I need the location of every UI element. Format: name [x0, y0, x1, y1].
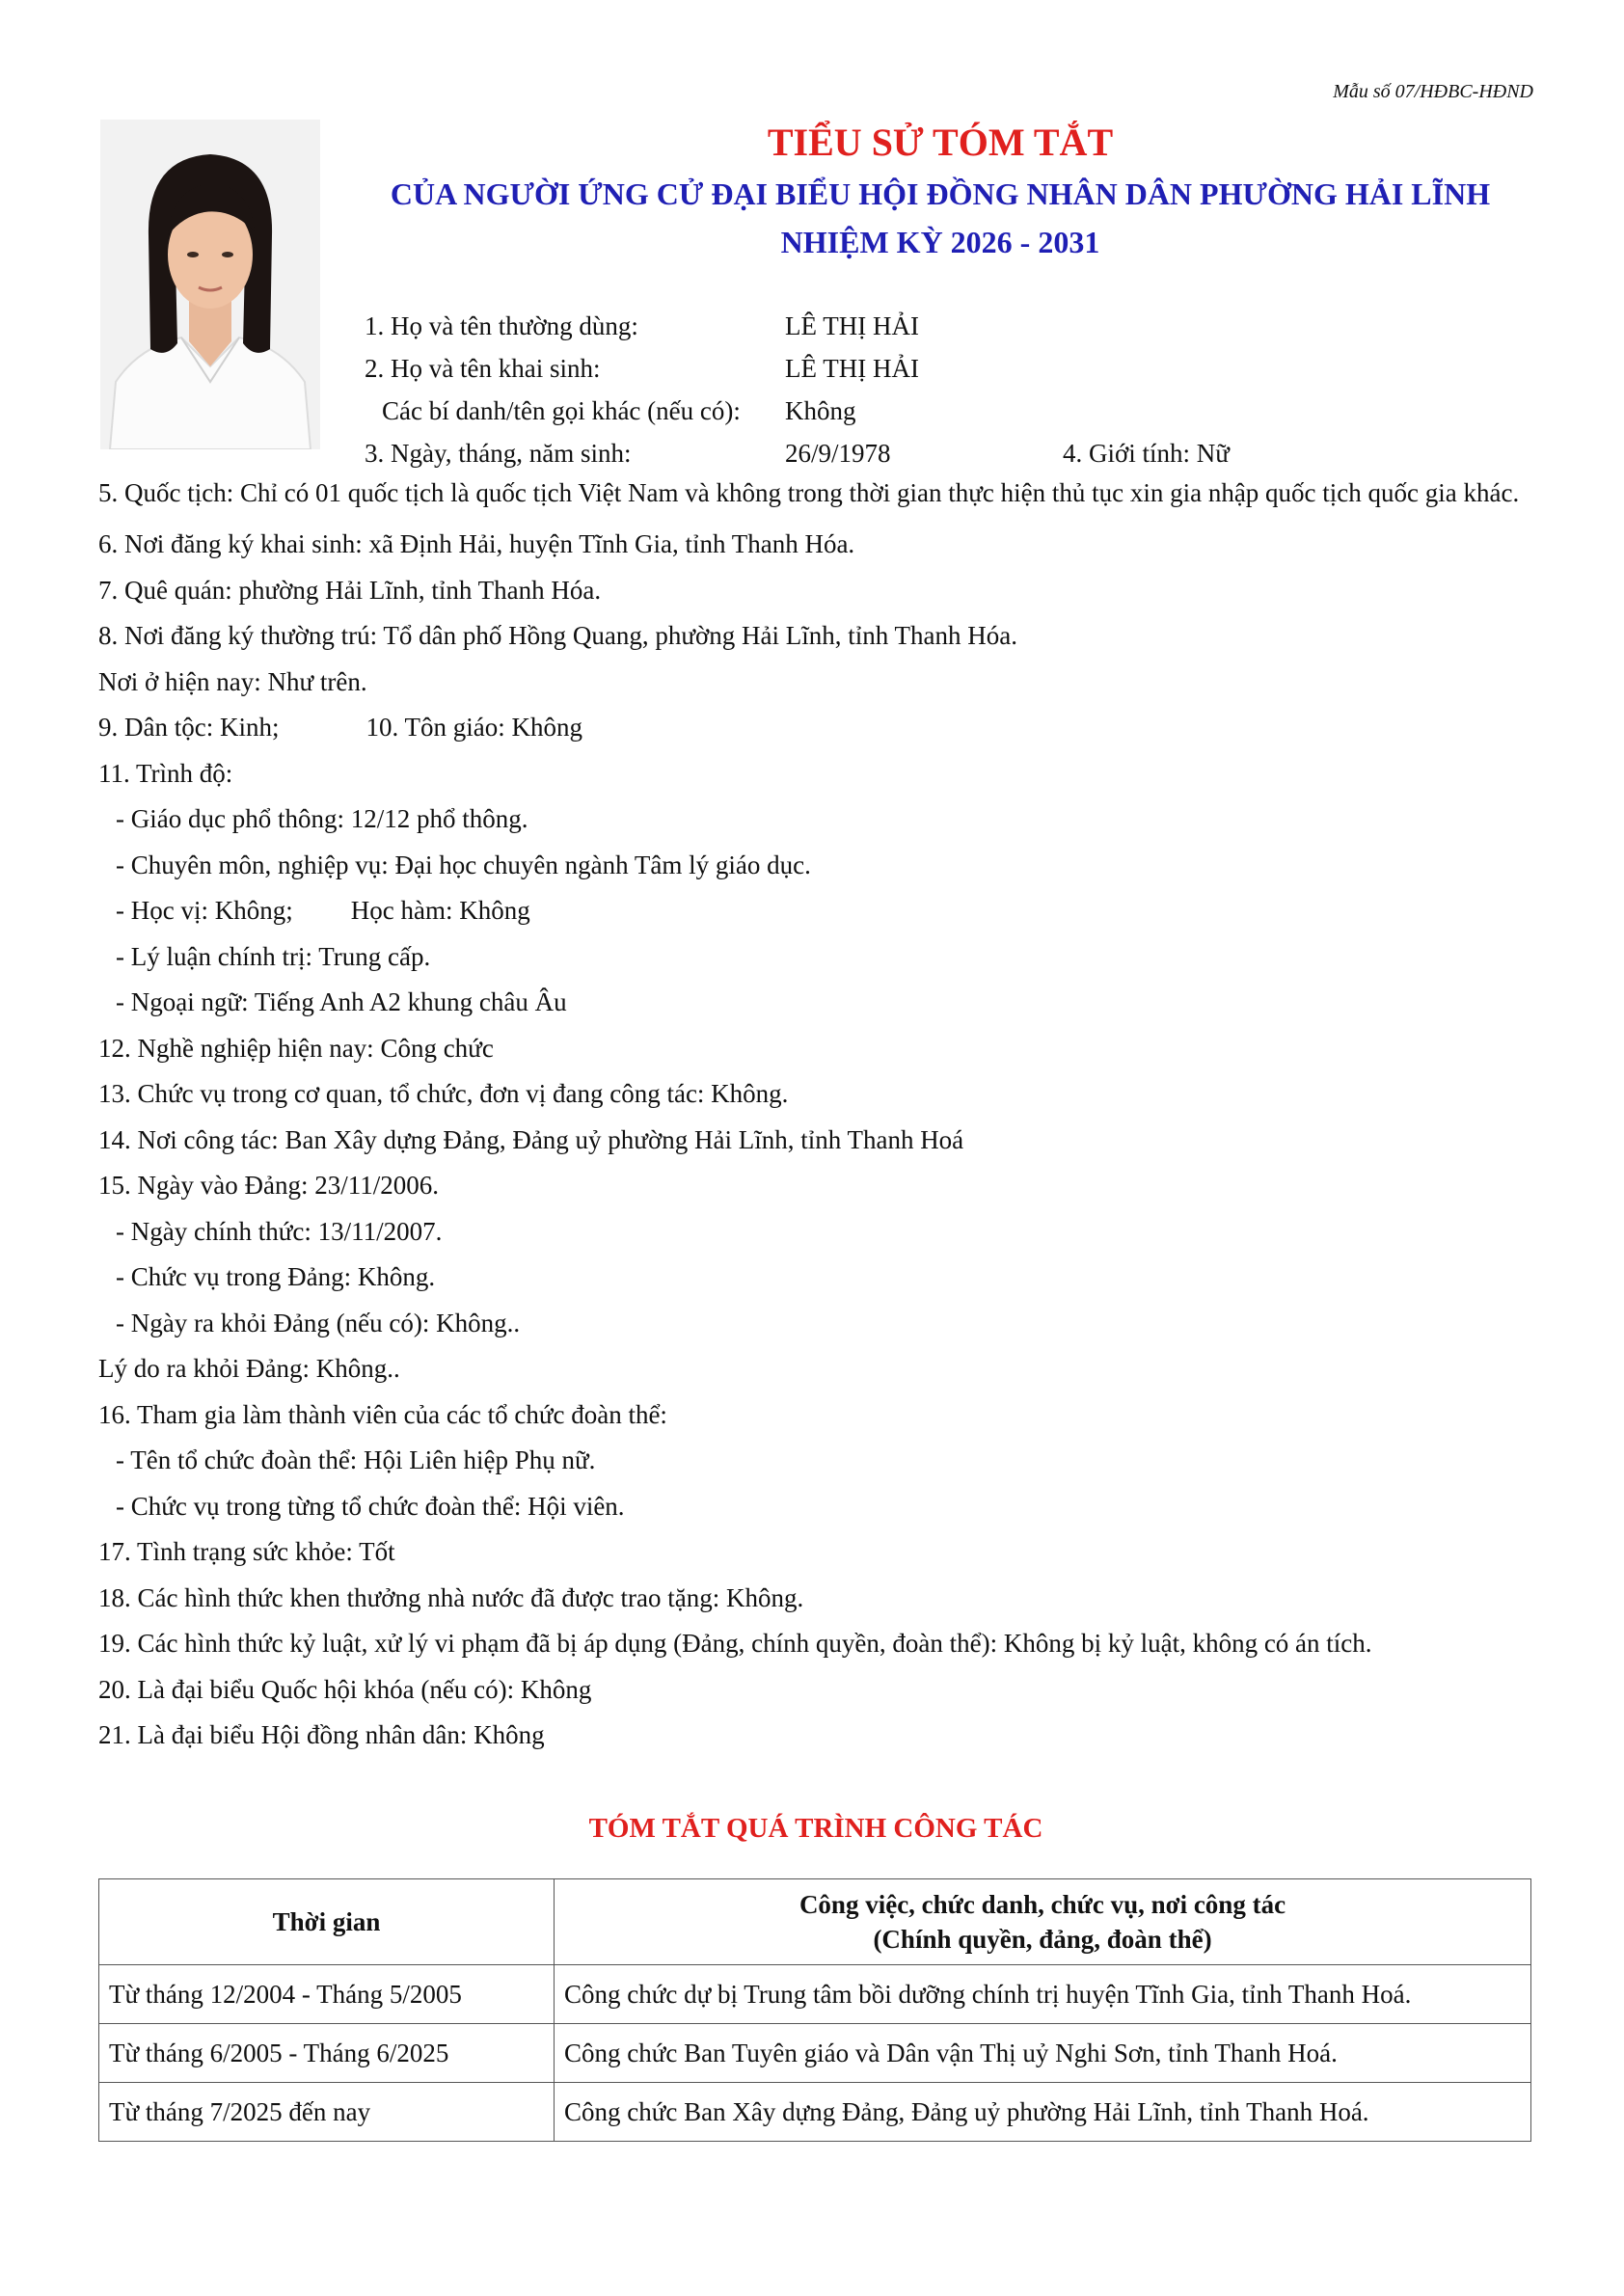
row-time: Từ tháng 6/2005 - Tháng 6/2025 — [99, 2024, 555, 2083]
header-role-line-1: Công việc, chức danh, chức vụ, nơi công tác — [798, 1890, 1286, 1919]
header-role-line-2: (Chính quyền, đảng, đoàn thể) — [873, 1925, 1212, 1954]
awards-line: 18. Các hình thức khen thưởng nhà nước đã được trao tặng: Không. — [98, 1582, 804, 1612]
ethnicity-religion-line — [98, 705, 1533, 751]
party-official-line: - Ngày chính thức: 13/11/2007. — [116, 1216, 443, 1246]
table-row — [99, 2083, 1531, 2142]
position-line: 13. Chức vụ trong cơ quan, tổ chức, đơn vị đang công tác: Không. — [98, 1079, 789, 1108]
ethnicity-field: 9. Dân tộc: Kinh; — [98, 713, 280, 742]
birth-place-line: 6. Nơi đăng ký khai sinh: xã Định Hải, huyện Tĩnh Gia, tỉnh Thanh Hóa. — [98, 529, 855, 558]
work-history-title: TÓM TẮT QUÁ TRÌNH CÔNG TÁC — [588, 1813, 1043, 1844]
details-section — [98, 476, 1533, 1759]
table-row — [99, 1965, 1531, 2024]
occupation-line: 12. Nghề nghiệp hiện nay: Công chức — [98, 1033, 494, 1063]
dob-value: 26/9/1978 — [785, 439, 891, 468]
alias-label: Các bí danh/tên gọi khác (nếu có): — [382, 396, 741, 425]
hometown-line: 7. Quê quán: phường Hải Lĩnh, tỉnh Thanh Hóa. — [98, 575, 602, 605]
general-education-line: - Giáo dục phổ thông: 12/12 phổ thông. — [116, 804, 528, 833]
foreign-language-line: - Ngoại ngữ: Tiếng Anh A2 khung châu Âu — [116, 987, 567, 1016]
health-line: 17. Tình trạng sức khỏe: Tốt — [98, 1537, 395, 1566]
organization-name-line: - Tên tổ chức đoàn thể: Hội Liên hiệp Phụ nữ. — [116, 1445, 596, 1474]
row-role: Công chức dự bị Trung tâm bồi dưỡng chính trị huyện Tĩnh Gia, tỉnh Thanh Hoá. — [555, 1965, 1531, 2024]
document-title — [347, 116, 1533, 266]
residence-line: 8. Nơi đăng ký thường trú: Tổ dân phố Hồng Quang, phường Hải Lĩnh, tỉnh Thanh Hóa. — [98, 621, 1018, 650]
row-time: Từ tháng 7/2025 đến nay — [99, 2083, 555, 2142]
row-time: Từ tháng 12/2004 - Tháng 5/2005 — [99, 1965, 555, 2024]
national-assembly-line: 20. Là đại biểu Quốc hội khóa (nếu có): Không — [98, 1674, 592, 1704]
party-join-line: 15. Ngày vào Đảng: 23/11/2006. — [98, 1171, 439, 1200]
name-common-value: LÊ THỊ HẢI — [785, 311, 919, 340]
dob-label: 3. Ngày, tháng, năm sinh: — [365, 439, 632, 468]
work-history-table — [98, 1878, 1531, 2142]
current-residence-line: Nơi ở hiện nay: Như trên. — [98, 666, 367, 696]
name-birth-value: LÊ THỊ HẢI — [785, 354, 919, 383]
table-row — [99, 2024, 1531, 2083]
nationality-line: 5. Quốc tịch: Chỉ có 01 quốc tịch là quốc tịch Việt Nam và không trong thời gian thực hiện thủ tục xin gia nhập quốc tịch quốc gia khác. — [98, 478, 1520, 507]
header-time: Thời gian — [99, 1879, 555, 1965]
religion-field: 10. Tôn giáo: Không — [365, 713, 582, 742]
portrait-image — [100, 120, 320, 449]
party-leave-reason-line: Lý do ra khỏi Đảng: Không.. — [98, 1354, 400, 1383]
academic-title-field: Học hàm: Không — [350, 896, 530, 925]
party-leave-line: - Ngày ra khỏi Đảng (nếu có): Không.. — [116, 1308, 521, 1337]
alias-value: Không — [785, 396, 856, 425]
workplace-line: 14. Nơi công tác: Ban Xây dựng Đảng, Đảng uỷ phường Hải Lĩnh, tỉnh Thanh Hoá — [98, 1124, 964, 1154]
candidate-photo — [100, 120, 320, 449]
gender-field: 4. Giới tính: Nữ — [1063, 439, 1230, 468]
form-number: Mẫu số 07/HĐBC-HĐND — [1333, 81, 1533, 102]
header-role — [555, 1879, 1531, 1965]
row-role: Công chức Ban Xây dựng Đảng, Đảng uỷ phường Hải Lĩnh, tỉnh Thanh Hoá. — [555, 2083, 1531, 2142]
title-line-2: CỦA NGƯỜI ỨNG CỬ ĐẠI BIỂU HỘI ĐỒNG NHÂN DÂN PHƯỜNG HẢI LĨNH — [390, 176, 1491, 211]
political-theory-line: - Lý luận chính trị: Trung cấp. — [116, 941, 431, 971]
degree-field: - Học vị: Không; — [116, 896, 293, 925]
organization-label: 16. Tham gia làm thành viên của các tổ chức đoàn thể: — [98, 1399, 667, 1429]
degree-line — [98, 888, 1533, 934]
organization-position-line: - Chức vụ trong từng tổ chức đoàn thể: Hội viên. — [116, 1491, 625, 1521]
name-common-label: 1. Họ và tên thường dùng: — [365, 311, 638, 340]
specialty-line: - Chuyên môn, nghiệp vụ: Đại học chuyên ngành Tâm lý giáo dục. — [116, 850, 811, 879]
peoples-council-line: 21. Là đại biểu Hội đồng nhân dân: Không — [98, 1720, 545, 1749]
party-position-line: - Chức vụ trong Đảng: Không. — [116, 1262, 436, 1291]
discipline-line: 19. Các hình thức kỷ luật, xử lý vi phạm đã bị áp dụng (Đảng, chính quyền, đoàn thể): Không bị kỷ luật, không có án tích. — [98, 1629, 1372, 1658]
title-line-3: NHIỆM KỲ 2026 - 2031 — [780, 225, 1100, 259]
table-header-row — [99, 1879, 1531, 1965]
education-label: 11. Trình độ: — [98, 758, 233, 788]
name-birth-label: 2. Họ và tên khai sinh: — [365, 354, 601, 383]
row-role: Công chức Ban Tuyên giáo và Dân vận Thị uỷ Nghi Sơn, tỉnh Thanh Hoá. — [555, 2024, 1531, 2083]
title-main: TIỂU SỬ TÓM TẮT — [767, 121, 1114, 164]
